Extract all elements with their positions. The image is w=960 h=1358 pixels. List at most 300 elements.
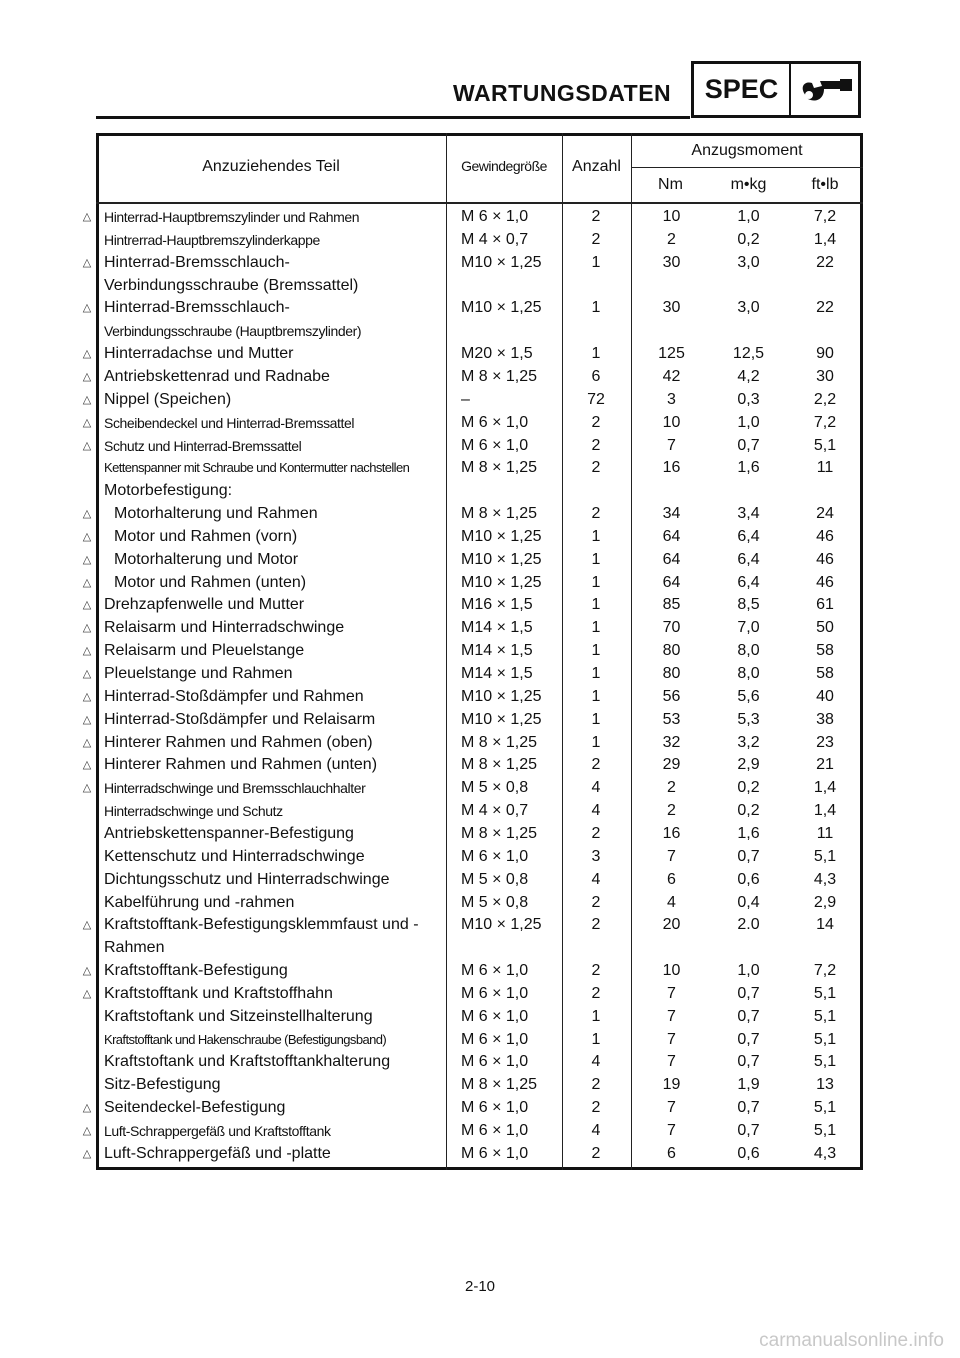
ftlb-cell: 58 (816, 665, 834, 682)
ftlb-cell: 50 (816, 619, 834, 637)
thread-cell: M10 × 1,25 (461, 687, 542, 705)
part-cell: Relaisarm und Hinterradschwinge (104, 619, 345, 637)
table-row (0, 275, 960, 297)
thread-cell: M10 × 1,25 (461, 527, 542, 545)
thread-cell: M 6 × 1,0 (461, 208, 529, 225)
row-mark: △ (82, 348, 92, 361)
mkg-cell: 0,6 (737, 870, 760, 888)
thread-cell: M 6 × 1,0 (461, 1053, 529, 1071)
nm-cell: 6 (667, 1144, 676, 1162)
part-cell: Motor und Rahmen (vorn) (114, 527, 298, 545)
row-mark: △ (82, 439, 92, 452)
thread-cell: M10 × 1,25 (461, 573, 542, 591)
table-row (0, 869, 960, 891)
part-cell: Hinterradschwinge und Bremsschlauchhalter (104, 780, 366, 797)
thread-cell: M 4 × 0,7 (461, 802, 529, 820)
part-cell: Hinterradachse und Mutter (104, 345, 294, 363)
ftlb-cell: 22 (816, 253, 834, 271)
table-row (0, 1143, 960, 1165)
nm-cell: 80 (662, 642, 681, 660)
part-cell: Hinterrad-Hauptbremszylinder und Rahmen (104, 209, 360, 225)
part-cell: Luft-Schrappergefäß und Kraftstofftank (104, 1123, 331, 1139)
part-cell: Scheibendeckel und Hinterrad-Bremssattel (104, 414, 355, 431)
thread-cell: – (461, 390, 470, 408)
nm-cell: 42 (662, 367, 681, 385)
thread-cell: M 6 × 1,0 (461, 847, 529, 865)
nm-cell: 7 (667, 1007, 676, 1025)
part-cell: Hinterradschwinge und Schutz (104, 803, 283, 820)
nm-cell: 7 (667, 436, 676, 454)
qty-cell: 4 (591, 870, 601, 888)
col-header-ftlb: ft•lb (811, 176, 839, 193)
ftlb-cell: 4,3 (813, 1144, 837, 1162)
qty-cell: 2 (591, 984, 601, 1002)
row-mark: △ (82, 256, 92, 269)
qty-cell: 4 (591, 1053, 601, 1071)
thread-cell: M10 × 1,25 (461, 550, 542, 568)
page-title: WARTUNGSDATEN (453, 80, 672, 106)
ftlb-cell: 5,1 (813, 1053, 837, 1071)
mkg-cell: 1,6 (737, 824, 760, 842)
table-row (0, 777, 960, 799)
mkg-cell: 6,4 (737, 527, 760, 545)
row-mark: △ (82, 759, 92, 772)
thread-cell: M10 × 1,25 (461, 916, 542, 934)
thread-cell: M 5 × 0,8 (461, 779, 529, 797)
col-header-mkg: m•kg (730, 176, 767, 193)
nm-cell: 34 (662, 505, 681, 523)
qty-cell: 2 (591, 916, 601, 934)
page-number: 2-10 (464, 1278, 496, 1295)
nm-cell: 85 (662, 596, 681, 614)
table-row (0, 480, 960, 502)
mkg-cell: 6,4 (737, 573, 760, 591)
row-mark: △ (82, 668, 92, 680)
part-cell: Sitz-Befestigung (104, 1076, 221, 1094)
thread-cell: M14 × 1,5 (461, 642, 533, 660)
nm-cell: 29 (662, 756, 681, 774)
thread-cell: M 8 × 1,25 (461, 505, 538, 523)
ftlb-cell: 2,9 (813, 893, 837, 911)
row-mark: △ (82, 302, 92, 315)
part-cell: Hinterer Rahmen und Rahmen (unten) (104, 756, 378, 774)
row-mark: △ (82, 713, 92, 726)
row-mark: △ (82, 736, 92, 749)
nm-cell: 7 (667, 1099, 676, 1117)
thread-cell: M 8 × 1,25 (461, 733, 538, 751)
ftlb-cell: 30 (816, 367, 834, 385)
table-row (0, 343, 960, 365)
table-row (0, 892, 960, 914)
table-row (0, 1097, 960, 1119)
mkg-cell: 2,9 (737, 756, 760, 774)
watermark: carmanualsonline.info (759, 1330, 944, 1351)
mkg-cell: 0,3 (737, 390, 760, 408)
mkg-cell: 3,0 (737, 253, 760, 271)
nm-cell: 20 (662, 916, 681, 934)
qty-cell: 2 (591, 962, 601, 980)
nm-cell: 7 (667, 1053, 676, 1071)
qty-cell: 4 (591, 1122, 601, 1139)
ftlb-cell: 61 (816, 596, 834, 614)
qty-cell: 1 (591, 1030, 601, 1048)
part-cell: Kettenschutz und Hinterradschwinge (104, 847, 365, 865)
table-row (0, 686, 960, 708)
qty-cell: 4 (591, 802, 601, 820)
table-row (0, 229, 960, 251)
table-row (0, 503, 960, 525)
part-cell: Verbindungsschraube (Bremssattel) (104, 276, 359, 294)
ftlb-cell: 14 (816, 916, 834, 934)
nm-cell: 56 (662, 687, 681, 705)
ftlb-cell: 46 (816, 527, 834, 545)
row-mark: △ (82, 599, 92, 612)
part-cell: Kraftstoftank und Sitzeinstellhalterung (104, 1007, 373, 1025)
table-row (0, 709, 960, 731)
ftlb-cell: 58 (816, 642, 834, 660)
qty-cell: 2 (591, 893, 601, 911)
row-mark: △ (82, 370, 92, 383)
nm-cell: 53 (662, 710, 681, 728)
table-row (0, 846, 960, 868)
part-cell: Drehzapfenwelle und Mutter (104, 596, 305, 614)
row-mark: △ (82, 690, 92, 703)
nm-cell: 2 (667, 779, 676, 797)
qty-cell: 2 (591, 505, 601, 523)
ftlb-cell: 7,2 (813, 208, 837, 225)
ftlb-cell: 11 (816, 459, 834, 477)
part-cell: Antriebskettenspanner-Befestigung (104, 824, 354, 842)
ftlb-cell: 46 (816, 573, 834, 591)
part-cell: Kraftstofftank und Hakenschraube (Befestigungsband) (104, 1031, 387, 1047)
part-cell: Hinterrad-Stoßdämpfer und Relaisarm (104, 710, 376, 728)
mkg-cell: 6,4 (737, 550, 760, 568)
part-cell: Hinterrad-Bremsschlauch- (104, 299, 290, 317)
table-row (0, 1051, 960, 1073)
nm-cell: 10 (662, 962, 681, 980)
spec-label: SPEC (704, 74, 779, 104)
nm-cell: 19 (662, 1076, 681, 1094)
part-cell: Kraftstoftank und Kraftstofftankhalterung (104, 1053, 391, 1071)
part-cell: Dichtungsschutz und Hinterradschwinge (104, 870, 390, 888)
row-mark: △ (82, 919, 92, 932)
nm-cell: 10 (662, 413, 681, 431)
ftlb-cell: 46 (816, 550, 834, 568)
table-row (0, 914, 960, 936)
part-cell: Kraftstofftank-Befestigung (104, 962, 288, 980)
nm-cell: 64 (662, 550, 681, 568)
mkg-cell: 1,9 (737, 1076, 760, 1094)
ftlb-cell: 13 (816, 1076, 834, 1094)
mkg-cell: 0,7 (737, 1007, 760, 1025)
thread-cell: M 6 × 1,0 (461, 1144, 529, 1162)
ftlb-cell: 90 (816, 345, 834, 363)
thread-cell: M20 × 1,5 (461, 345, 533, 363)
thread-cell: M 8 × 1,25 (461, 367, 538, 385)
wrench-icon (796, 71, 856, 109)
qty-cell: 1 (591, 527, 601, 545)
part-cell: Seitendeckel-Befestigung (104, 1099, 286, 1117)
part-cell: Luft-Schrappergefäß und -platte (104, 1144, 331, 1162)
col-header-thread: Gewindegröße (461, 158, 547, 174)
qty-cell: 1 (591, 573, 601, 591)
thread-cell: M 6 × 1,0 (461, 1099, 529, 1117)
table-row (0, 412, 960, 434)
part-cell: Nippel (Speichen) (104, 390, 232, 408)
qty-cell: 2 (591, 756, 601, 774)
row-mark: △ (82, 965, 92, 978)
thread-cell: M14 × 1,5 (461, 619, 533, 637)
ftlb-cell: 2,2 (813, 390, 837, 408)
row-mark: △ (82, 782, 92, 795)
thread-cell: M 5 × 0,8 (461, 893, 529, 911)
header-bottom-rule (96, 202, 863, 204)
nm-cell: 7 (667, 984, 676, 1002)
nm-cell: 32 (662, 733, 681, 751)
part-cell: Rahmen (104, 939, 165, 957)
part-cell: Motorhalterung und Motor (114, 550, 299, 568)
thread-cell: M10 × 1,25 (461, 710, 542, 728)
nm-cell: 30 (662, 253, 681, 271)
ftlb-cell: 21 (816, 756, 834, 774)
table-row (0, 732, 960, 754)
part-cell: Hinterrad-Bremsschlauch- (104, 253, 290, 271)
badge-divider (789, 64, 791, 115)
qty-cell: 2 (591, 230, 601, 248)
thread-cell: M 5 × 0,8 (461, 870, 529, 888)
row-mark: △ (82, 576, 92, 589)
qty-cell: 1 (591, 642, 601, 660)
part-cell: Pleuelstange und Rahmen (104, 665, 293, 682)
row-mark: △ (82, 1125, 92, 1137)
qty-cell: 1 (591, 253, 601, 271)
nm-cell: 64 (662, 573, 681, 591)
table-row (0, 389, 960, 411)
part-cell: Verbindungsschraube (Hauptbremszylinder) (104, 323, 362, 340)
col-header-torque: Anzugsmoment (691, 142, 803, 159)
part-cell: Antriebskettenrad und Radnabe (104, 367, 330, 385)
thread-cell: M 6 × 1,0 (461, 436, 529, 454)
part-cell: Hinterer Rahmen und Rahmen (oben) (104, 733, 373, 751)
nm-cell: 4 (667, 893, 676, 911)
thread-cell: M 6 × 1,0 (461, 1030, 529, 1048)
title-rule (96, 116, 690, 119)
ftlb-cell: 5,1 (813, 1099, 837, 1117)
mkg-cell: 5,6 (737, 687, 760, 705)
ftlb-cell: 7,2 (813, 962, 837, 980)
ftlb-cell: 1,4 (813, 779, 837, 797)
col-header-part: Anzuziehendes Teil (202, 158, 340, 175)
ftlb-cell: 11 (816, 824, 834, 842)
mkg-cell: 1,6 (737, 459, 760, 477)
mkg-cell: 1,0 (737, 962, 760, 980)
mkg-cell: 3,4 (737, 505, 760, 523)
thread-cell: M14 × 1,5 (461, 665, 533, 682)
thread-cell: M 8 × 1,25 (461, 1076, 538, 1094)
ftlb-cell: 5,1 (813, 1007, 837, 1025)
table-row (0, 983, 960, 1005)
part-cell: Motorhalterung und Rahmen (114, 505, 318, 523)
mkg-cell: 8,0 (737, 665, 760, 682)
ftlb-cell: 1,4 (813, 230, 837, 248)
table-row (0, 1074, 960, 1096)
nm-cell: 2 (667, 802, 676, 820)
qty-cell: 2 (591, 459, 601, 477)
ftlb-cell: 5,1 (813, 1030, 837, 1048)
part-cell: Kraftstofftank und Kraftstoffhahn (104, 984, 333, 1002)
thread-cell: M 6 × 1,0 (461, 1007, 529, 1025)
part-cell: Kabelführung und -rahmen (104, 893, 295, 911)
table-row (0, 1006, 960, 1028)
mkg-cell: 0,7 (737, 1122, 760, 1139)
ftlb-cell: 38 (816, 710, 834, 728)
thread-cell: M 8 × 1,25 (461, 756, 538, 774)
thread-cell: M 8 × 1,25 (461, 459, 538, 477)
table-row (0, 526, 960, 548)
qty-cell: 2 (591, 1144, 601, 1162)
mkg-cell: 0,2 (737, 779, 760, 797)
nm-cell: 30 (662, 299, 681, 317)
table-row (0, 435, 960, 457)
thread-cell: M16 × 1,5 (461, 596, 533, 614)
qty-cell: 1 (591, 345, 601, 363)
qty-cell: 1 (591, 619, 601, 637)
part-cell: Schutz und Hinterrad-Bremssattel (104, 437, 302, 454)
ftlb-cell: 5,1 (813, 847, 837, 865)
qty-cell: 3 (591, 847, 601, 865)
mkg-cell: 1,0 (737, 413, 760, 431)
qty-cell: 1 (591, 299, 601, 317)
row-mark: △ (82, 393, 92, 406)
table-row (0, 252, 960, 274)
nm-cell: 16 (662, 459, 681, 477)
mkg-cell: 8,5 (737, 596, 760, 614)
ftlb-cell: 24 (816, 505, 834, 523)
table-row (0, 617, 960, 639)
thread-cell: M 6 × 1,0 (461, 413, 529, 431)
mkg-cell: 7,0 (737, 619, 760, 637)
ftlb-cell: 40 (816, 687, 834, 705)
part-cell: Relaisarm und Pleuelstange (104, 642, 305, 660)
qty-cell: 6 (591, 367, 601, 385)
mkg-cell: 5,3 (737, 710, 760, 728)
qty-cell: 1 (591, 596, 601, 614)
ftlb-cell: 5,1 (813, 436, 837, 454)
row-mark: △ (82, 211, 92, 223)
table-row (0, 960, 960, 982)
qty-cell: 2 (591, 1099, 601, 1117)
torque-subheader-rule (631, 167, 863, 168)
nm-cell: 7 (667, 1030, 676, 1048)
qty-cell: 1 (591, 687, 601, 705)
table-row (0, 366, 960, 388)
row-mark: △ (82, 416, 92, 429)
row-mark: △ (82, 1102, 92, 1115)
table-row (0, 320, 960, 342)
qty-cell: 4 (591, 779, 601, 797)
col-header-nm: Nm (658, 176, 683, 193)
nm-cell: 2 (667, 230, 676, 248)
table-row (0, 823, 960, 845)
part-cell: Motor und Rahmen (unten) (114, 573, 307, 591)
table-row (0, 206, 960, 228)
table-row (0, 640, 960, 662)
spec-badge (691, 61, 861, 118)
mkg-cell: 0,7 (737, 436, 760, 454)
row-mark: △ (82, 645, 92, 658)
qty-cell: 1 (591, 550, 601, 568)
qty-cell: 1 (591, 1007, 601, 1025)
ftlb-cell: 1,4 (813, 802, 837, 820)
qty-cell: 2 (591, 1076, 601, 1094)
nm-cell: 80 (662, 665, 681, 682)
qty-cell: 1 (591, 733, 601, 751)
mkg-cell: 0,7 (737, 984, 760, 1002)
nm-cell: 10 (662, 208, 681, 225)
table-row (0, 457, 960, 479)
mkg-cell: 1,0 (737, 208, 760, 225)
mkg-cell: 0,7 (737, 1099, 760, 1117)
nm-cell: 70 (662, 619, 681, 637)
thread-cell: M 4 × 0,7 (461, 230, 529, 248)
thread-cell: M10 × 1,25 (461, 299, 542, 317)
nm-cell: 125 (658, 345, 685, 363)
table-row (0, 549, 960, 571)
mkg-cell: 4,2 (737, 367, 760, 385)
mkg-cell: 0,6 (737, 1144, 760, 1162)
thread-cell: M 6 × 1,0 (461, 1122, 529, 1139)
ftlb-cell: 5,1 (813, 1122, 837, 1139)
part-cell: Hintrerrad-Hauptbremszylinderkappe (104, 231, 320, 248)
qty-cell: 2 (591, 824, 601, 842)
row-mark: △ (82, 622, 92, 635)
thread-cell: M 6 × 1,0 (461, 984, 529, 1002)
table-row (0, 297, 960, 319)
mkg-cell: 12,5 (732, 345, 765, 363)
mkg-cell: 0,4 (737, 893, 760, 911)
table-row (0, 594, 960, 616)
mkg-cell: 0,7 (737, 847, 760, 865)
nm-cell: 64 (662, 527, 681, 545)
row-mark: △ (82, 508, 92, 521)
nm-cell: 6 (667, 870, 676, 888)
nm-cell: 7 (667, 1122, 676, 1139)
col-header-qty: Anzahl (572, 158, 621, 175)
qty-cell: 2 (591, 208, 601, 225)
mkg-cell: 3,0 (737, 299, 760, 317)
qty-cell: 72 (587, 390, 605, 408)
nm-cell: 16 (662, 824, 681, 842)
part-cell: Motorbefestigung: (104, 482, 233, 500)
mkg-cell: 0,7 (737, 1053, 760, 1071)
part-cell: Hinterrad-Stoßdämpfer und Rahmen (104, 687, 364, 705)
mkg-cell: 2.0 (737, 916, 760, 934)
table-row (0, 572, 960, 594)
qty-cell: 2 (591, 413, 601, 431)
ftlb-cell: 4,3 (813, 870, 837, 888)
qty-cell: 1 (591, 665, 601, 682)
table-row (0, 663, 960, 685)
qty-cell: 1 (591, 710, 601, 728)
table-row (0, 754, 960, 776)
table-row (0, 937, 960, 959)
part-cell: Kraftstofftank-Befestigungsklemmfaust und - (104, 916, 419, 934)
thread-cell: M10 × 1,25 (461, 253, 542, 271)
ftlb-cell: 7,2 (813, 413, 837, 431)
ftlb-cell: 23 (816, 733, 834, 751)
table-row (0, 800, 960, 822)
thread-cell: M 6 × 1,0 (461, 962, 529, 980)
